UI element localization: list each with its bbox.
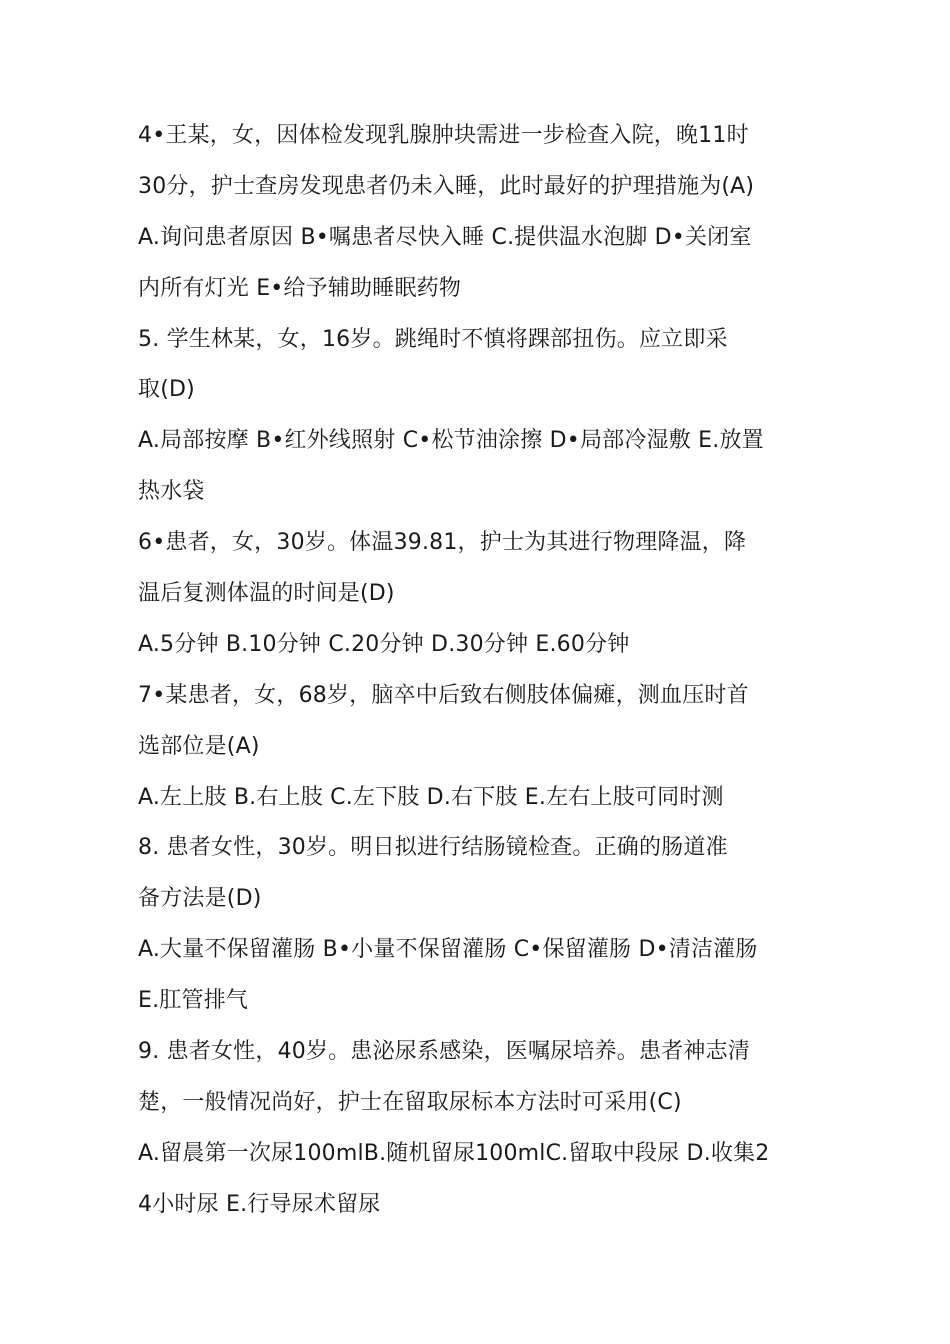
text-line: 5. 学生林某，女，16岁。跳绳时不慎将踝部扭伤。应立即采: [138, 326, 728, 352]
text-line: 选部位是(A): [138, 733, 260, 759]
text-line: A.5分钟 B.10分钟 C.20分钟 D.30分钟 E.60分钟: [138, 631, 630, 657]
text-line: 内所有灯光 E•给予辅助睡眠药物: [138, 275, 462, 301]
text-line: A.局部按摩 B•红外线照射 C•松节油涂擦 D•局部冷湿敷 E.放置: [138, 428, 764, 454]
text-line: 7•某患者，女，68岁，脑卒中后致右侧肢体偏瘫，测血压时首: [138, 682, 749, 708]
text-line: 9. 患者女性，40岁。患泌尿系感染，医嘱尿培养。患者神志清: [138, 1039, 750, 1065]
text-line: 热水袋: [138, 479, 205, 505]
text-line: 4小时尿 E.行导尿术留尿: [138, 1191, 381, 1217]
text-line: 30分，护士查房发现患者仍未入睡，此时最好的护理措施为(A): [138, 173, 755, 199]
text-line: 8. 患者女性，30岁。明日拟进行结肠镜检查。正确的肠道准: [138, 835, 728, 861]
document-body: [138, 111, 818, 1231]
text-line: 6•患者，女，30岁。体温39.81，护士为其进行物理降温，降: [138, 530, 747, 556]
text-line: 取(D): [138, 377, 195, 403]
text-line: 楚，一般情况尚好，护士在留取尿标本方法时可采用(C): [138, 1089, 682, 1115]
text-line: E.肛管排气: [138, 988, 249, 1014]
text-line: 备方法是(D): [138, 886, 262, 912]
text-line: A.大量不保留灌肠 B•小量不保留灌肠 C•保留灌肠 D•清洁灌肠: [138, 937, 758, 963]
text-line: A.询问患者原因 B•嘱患者尽快入睡 C.提供温水泡脚 D•关闭室: [138, 224, 752, 250]
text-line: 温后复测体温的时间是(D): [138, 581, 395, 607]
text-line: A.左上肢 B.右上肢 C.左下肢 D.右下肢 E.左右上肢可同时测: [138, 784, 724, 810]
text-line: 4•王某，女，因体检发现乳腺肿块需进一步检查入院，晚11时: [138, 123, 749, 148]
text-line: A.留晨第一次尿100mlB.随机留尿100mlC.留取中段尿 D.收集2: [138, 1140, 770, 1166]
